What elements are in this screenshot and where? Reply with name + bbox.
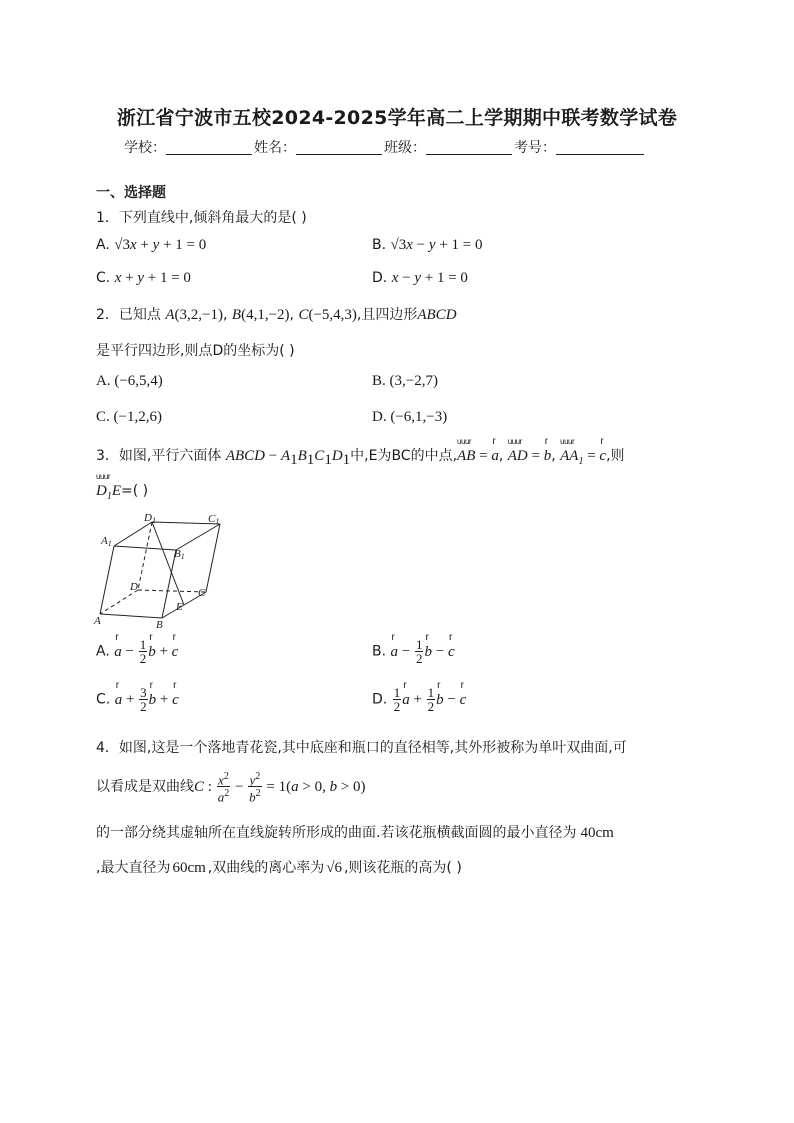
q2-option-a: A. (−6,5,4) <box>96 373 163 389</box>
q1-option-c: C. x + y + 1 = 0 <box>96 270 191 286</box>
q3-b-label: B. <box>372 643 387 660</box>
figure-label-a: A <box>94 615 101 627</box>
figure-label-b1: B1 <box>174 548 185 561</box>
q4-line3-text: 的一部分绕其虚轴所在直线旋转所形成的曲面.若该花瓶横截面圆的最小直径为 <box>96 825 577 841</box>
q2-stem-line2: 是平行四边形,则点D的坐标为( ) <box>96 343 295 359</box>
q1-b-label: B. <box>372 237 387 253</box>
q3-stem-line2: uuur $D_1E=$( ) <box>96 483 148 502</box>
student-info-line <box>124 137 644 157</box>
q3-d-label: D. <box>372 691 388 708</box>
q3-option-d: D. $\frac{1}{2}$ r a + $\frac{1}{2}$ r b − r c <box>372 686 466 713</box>
q1-option-b: B. √3x − y + 1 = 0 <box>372 237 483 253</box>
q3-c-label: C. <box>96 691 111 708</box>
q4-line4-c: ,则该花瓶的高为( ) <box>343 860 462 876</box>
q4-line4-a: ,最大直径为 <box>96 860 171 876</box>
q3-stem: 3．如图,平行六面体 ABCD − $A_1B_1C_1D_1$中,E为BC的中点,uuur AB = r a, uuur AD = r b, uuur $AA_1 = r$ c,则 <box>96 445 625 469</box>
q4-min-diameter: 40cm <box>580 825 614 841</box>
figure-label-d1: D1 <box>144 512 156 525</box>
q3-stem-mid: 中,E为BC的中点, <box>350 448 458 464</box>
section-heading: 一、选择题 <box>96 185 166 201</box>
q2-option-b: B. (3,−2,7) <box>372 373 438 389</box>
q3-line2-end: =( ) <box>121 483 149 499</box>
q4-max-diameter: 60cm <box>172 860 206 876</box>
figure-label-d: D <box>130 581 138 593</box>
name-label: 姓名： <box>254 140 296 156</box>
exam-title: 浙江省宁波市五校2024-2025学年高二上学期期中联考数学试卷 <box>116 107 678 129</box>
q3-stem-prefix: 3．如图,平行六面体 <box>96 448 222 464</box>
q4-line2-text: 以看成是双曲线 <box>96 778 194 795</box>
class-label: 班级： <box>384 140 426 156</box>
class-blank <box>426 140 512 155</box>
q3-option-a: A. r a − $\frac{1}{2}$ r b + r c <box>96 638 178 665</box>
q3-option-c: C. r a + $\frac{3}{2}$ r b + r c <box>96 686 179 713</box>
q1-a-label: A. <box>96 237 110 253</box>
q1-option-a: A. √3x + y + 1 = 0 <box>96 237 207 253</box>
q1-c-label: C. <box>96 270 111 286</box>
q4-line2: 以看成是双曲线C : $\frac{x^2}{a^2}$ − $\frac{y^2}{b^2}$ = 1(a > 0, b > 0) <box>96 771 366 805</box>
q2-stem-prefix: 2．已知点 <box>96 307 161 323</box>
q4-line1: 4．如图,这是一个落地青花瓷,其中底座和瓶口的直径相等,其外形被称为单叶双曲面,可 <box>96 740 627 756</box>
school-blank <box>166 140 252 155</box>
number-label: 考号： <box>514 140 556 156</box>
q1-option-d: D. x − y + 1 = 0 <box>372 270 468 286</box>
q3-stem-end: ,则 <box>606 448 625 464</box>
parallelepiped-figure <box>92 512 232 630</box>
q3-option-b: B. r a − $\frac{1}{2}$ r b − r c <box>372 638 455 665</box>
figure-label-e: E <box>176 601 183 613</box>
q3-a-label: A. <box>96 643 110 660</box>
q2-option-c: C. (−1,2,6) <box>96 409 162 425</box>
school-label: 学校： <box>124 140 166 156</box>
q2-stem: 2．已知点 A(3,2,−1), B(4,1,−2), C(−5,4,3),且四边形ABCD <box>96 307 457 323</box>
figure-label-c: C <box>198 587 206 599</box>
figure-label-b: B <box>156 619 163 630</box>
q2-option-d: D. (−6,1,−3) <box>372 409 448 425</box>
name-blank <box>296 140 382 155</box>
q2-stem-suffix: ,且四边形 <box>356 307 418 323</box>
number-blank <box>556 140 644 155</box>
q4-line3 <box>96 822 614 842</box>
q1-stem: 1．下列直线中,倾斜角最大的是( ) <box>96 210 307 226</box>
q4-line4-b: ,双曲线的离心率为 <box>207 860 325 876</box>
figure-label-c1: C1 <box>208 513 220 526</box>
q4-line4: ,最大直径为 60cm ,双曲线的离心率为 √6 ,则该花瓶的高为( ) <box>96 860 462 876</box>
figure-label-a1: A1 <box>101 535 112 548</box>
q1-d-label: D. <box>372 270 388 286</box>
